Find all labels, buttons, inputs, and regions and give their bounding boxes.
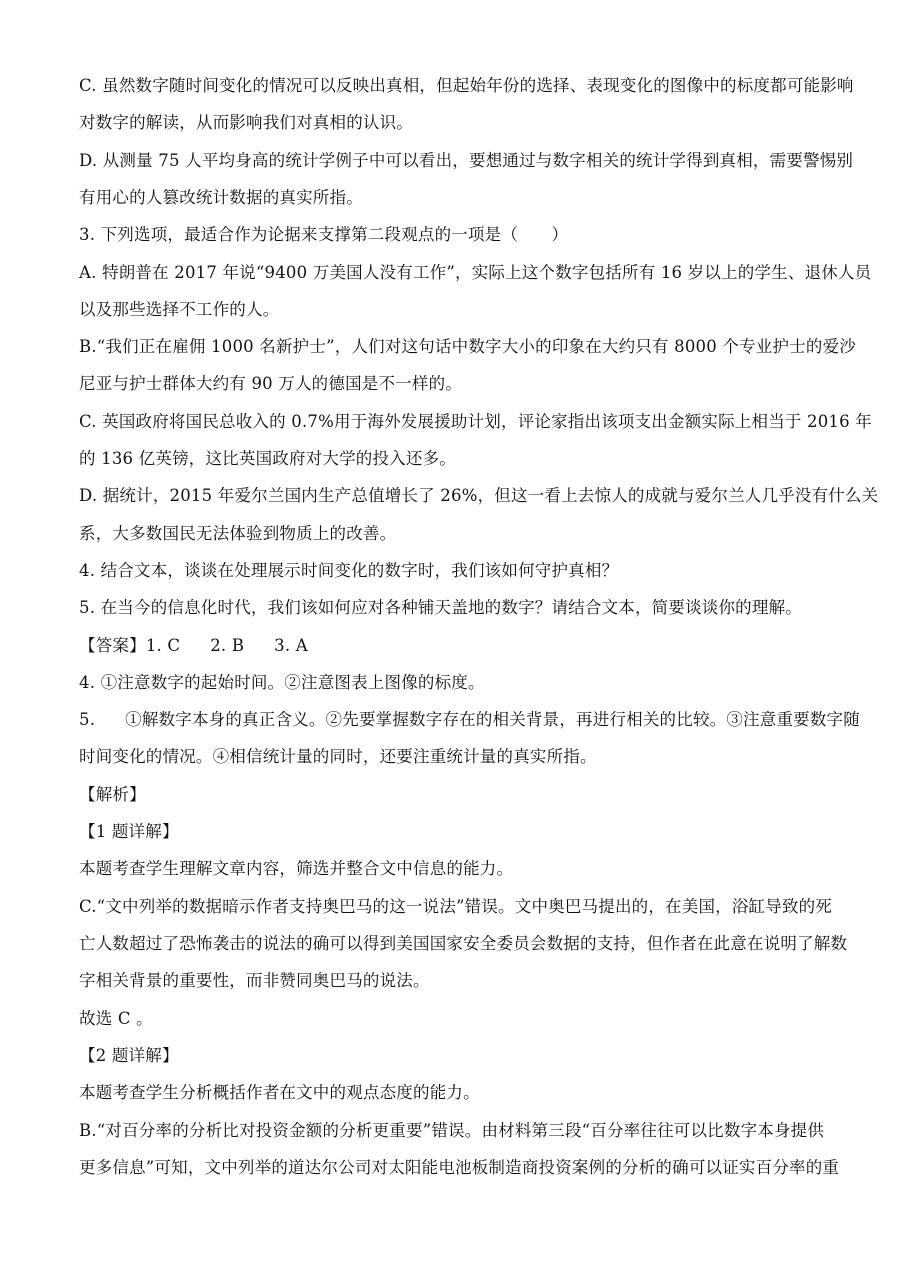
q2-detail-line-1: B.“对百分率的分析比对投资金额的分析更重要”错误。由材料第三段“百分率往往可以比数字本身提供 [79,1121,825,1140]
answer-3: 3. A [274,636,308,655]
q3-option-d-line-2: 系，大多数国民无法体验到物质上的改善。 [79,524,397,543]
answer-label: 【答案】 [79,636,146,655]
q3-option-c-line-1: C. 英国政府将国民总收入的 0.7%用于海外发展援助计划，评论家指出该项支出金额实际上相当于 2016 年 [79,412,872,431]
q1-detail-line-1: C.“文中列举的数据暗示作者支持奥巴马的这一说法”错误。文中奥巴马提出的，在美国，浴缸导致的死 [79,897,833,916]
q1-choice: 故选 C 。 [79,1009,153,1028]
answer-line [79,635,824,657]
q3-option-d-line-1: D. 据统计，2015 年爱尔兰国内生产总值增长了 26%，但这一看上去惊人的成就与爱尔兰人几乎没有什么关 [79,486,879,505]
answer-5-line-2: 时间变化的情况。④相信统计量的同时，还要注重统计量的真实所指。 [79,747,597,766]
answer-5-line-1 [79,709,860,731]
q3-option-c-line-2: 的 136 亿英镑，这比英国政府对大学的投入还多。 [79,449,456,468]
question-4: 4. 结合文本，谈谈在处理展示时间变化的数字时，我们该如何守护真相？ [79,561,619,580]
option-d-line-1: D. 从测量 75 人平均身高的统计学例子中可以看出，要想通过与数字相关的统计学得到真相，需要警惕别 [79,151,854,170]
option-c-line-1: C. 虽然数字随时间变化的情况可以反映出真相，但起始年份的选择、表现变化的图像中的标度都可能影响 [79,76,854,95]
q2-detail-line-2: 更多信息”可知，文中列举的道达尔公司对太阳能电池板制造商投资案例的分析的确可以证实百分率的重 [79,1158,840,1177]
q1-detail-intro: 本题考查学生理解文章内容，筛选并整合文中信息的能力。 [79,859,514,878]
question-3: 3. 下列选项，最适合作为论据来支撑第二段观点的一项是（ ） [79,225,569,244]
answer-5-number: 5. [79,710,96,729]
answer-5-text: ①解数字本身的真正含义。②先要掌握数字存在的相关背景，再进行相关的比较。③注意重要数字随 [125,710,860,729]
q2-detail-intro: 本题考查学生分析概括作者在文中的观点态度的能力。 [79,1083,480,1102]
q3-option-a-line-1: A. 特朗普在 2017 年说“9400 万美国人没有工作”，实际上这个数字包括所有 16 岁以上的学生、退休人员 [79,263,872,282]
answer-2: 2. B [210,636,245,655]
question-5: 5. 在当今的信息化时代，我们该如何应对各种铺天盖地的数字？请结合文本，简要谈谈你的理解。 [79,598,802,617]
answer-4: 4. ①注意数字的起始时间。②注意图表上图像的标度。 [79,673,485,692]
q3-option-b-line-2: 尼亚与护士群体大约有 90 万人的德国是不一样的。 [79,374,462,393]
q3-option-a-line-2: 以及那些选择不工作的人。 [79,300,280,319]
q1-detail-heading: 【1 题详解】 [79,822,179,841]
q1-detail-line-3: 字相关背景的重要性，而非赞同奥巴马的说法。 [79,971,430,990]
q1-detail-line-2: 亡人数超过了恐怖袭击的说法的确可以得到美国国家安全委员会数据的支持，但作者在此意在说明了解数 [79,934,848,953]
option-c-line-2: 对数字的解读，从而影响我们对真相的认识。 [79,113,413,132]
q3-option-b-line-1: B.“我们正在雇佣 1000 名新护士”，人们对这句话中数字大小的印象在大约只有 8000 个专业护士的爱沙 [79,337,857,356]
analysis-heading: 【解析】 [79,785,146,804]
answer-1: 1. C [145,636,181,655]
q2-detail-heading: 【2 题详解】 [79,1046,179,1065]
option-d-line-2: 有用心的人篡改统计数据的真实所指。 [79,188,363,207]
